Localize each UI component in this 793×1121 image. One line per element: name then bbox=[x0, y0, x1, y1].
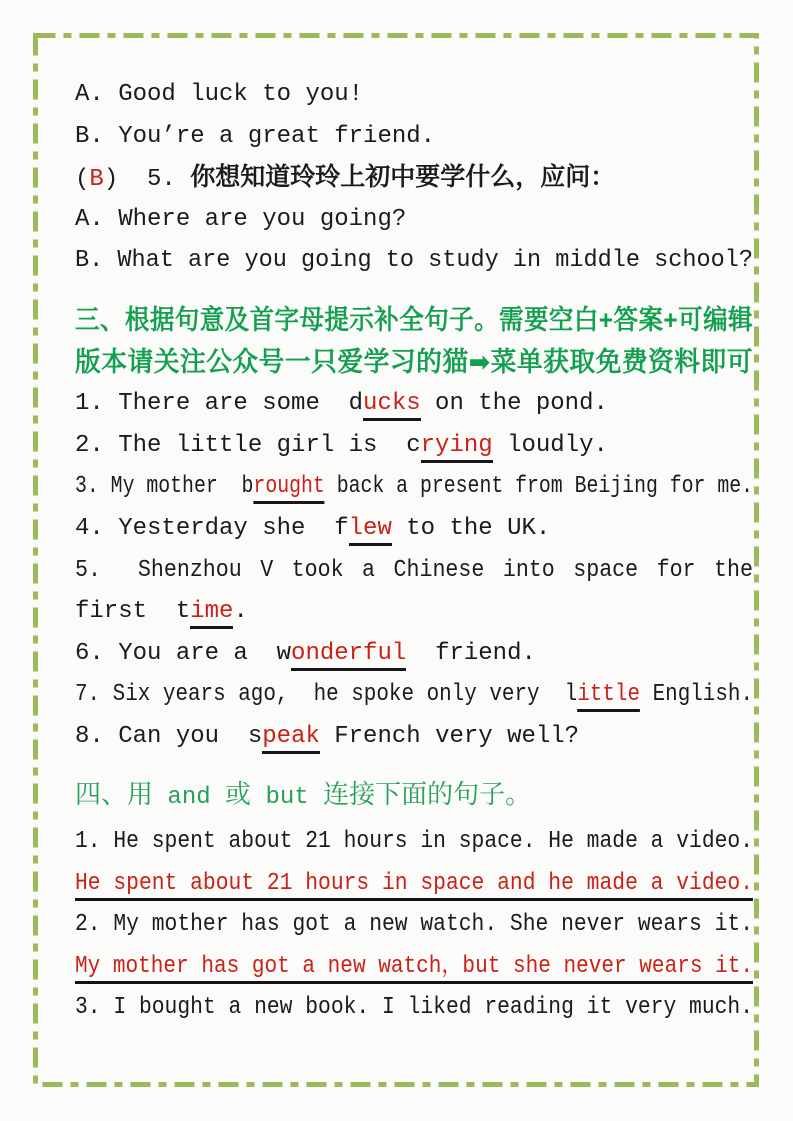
section3-heading-line2 bbox=[75, 342, 753, 384]
text-run: 你想知道玲玲上初中要学什么，应问： bbox=[190, 164, 616, 192]
join-item-2-answer bbox=[75, 946, 753, 988]
line-text bbox=[75, 987, 753, 1030]
line-text bbox=[75, 716, 579, 759]
line-text bbox=[75, 904, 753, 947]
line-text bbox=[75, 74, 363, 117]
choice-a-q5 bbox=[75, 199, 753, 241]
fill-answer-text: ittle bbox=[577, 681, 640, 712]
line-text bbox=[75, 116, 435, 159]
fill-answer-text: ucks bbox=[363, 390, 421, 421]
line-text bbox=[75, 508, 550, 551]
fill-answer-text: peak bbox=[262, 723, 320, 754]
fill-answer-text: rying bbox=[421, 432, 493, 463]
text-run: to the UK. bbox=[391, 514, 551, 542]
line-text bbox=[75, 550, 753, 593]
section4-heading bbox=[75, 774, 753, 816]
text-run: A. Where are you going? bbox=[75, 205, 407, 233]
text-run: . bbox=[233, 598, 248, 626]
line-text bbox=[75, 674, 753, 717]
text-run: 版本请关注公众号一只爱学习的猫➡菜单获取免费资料即可 bbox=[75, 346, 754, 377]
text-run: B. You’re a great friend. bbox=[75, 122, 436, 150]
text-run: first t bbox=[75, 598, 191, 626]
fill-answer-text: rought bbox=[253, 473, 324, 504]
line-text bbox=[75, 863, 753, 906]
fill-item-3 bbox=[75, 466, 753, 508]
line-text bbox=[75, 157, 615, 202]
text-run: 5. Shenzhou V took a Chinese into space for the bbox=[75, 556, 753, 584]
line-text bbox=[75, 821, 753, 864]
text-run: A. Good luck to you! bbox=[75, 81, 364, 108]
text-run: English. bbox=[640, 681, 754, 709]
text-run: 四、用 bbox=[75, 779, 154, 809]
text-run: My mother has got a new watch，but she never wears it. bbox=[75, 952, 754, 980]
fill-answer-text: ime bbox=[190, 598, 233, 629]
line-text bbox=[75, 591, 248, 634]
line-text bbox=[75, 946, 753, 989]
fill-item-5-line1 bbox=[75, 550, 753, 592]
text-run: 1. There are some d bbox=[75, 390, 364, 418]
choice-a-q4 bbox=[75, 74, 753, 116]
text-run: loudly. bbox=[492, 431, 608, 459]
fill-item-8 bbox=[75, 716, 753, 758]
line-text bbox=[75, 300, 753, 346]
text-run: 3. I bought a new book. I liked reading it very much. bbox=[75, 994, 753, 1022]
text-run: B. What are you going to study in middle school? bbox=[75, 247, 753, 275]
text-run: and bbox=[153, 783, 226, 811]
text-run: 3. My mother b bbox=[75, 473, 254, 501]
join-item-3-question bbox=[75, 987, 753, 1029]
text-run: 6. You are a w bbox=[75, 639, 292, 667]
choice-b-q5 bbox=[75, 240, 753, 282]
text-run: friend. bbox=[406, 639, 536, 667]
question-5 bbox=[75, 157, 753, 199]
line-text bbox=[75, 633, 536, 676]
line-text bbox=[75, 240, 753, 283]
fill-item-6 bbox=[75, 633, 753, 675]
fill-item-7 bbox=[75, 674, 753, 716]
text-run: back a present from Beijing for me. bbox=[324, 473, 754, 501]
text-run: ( bbox=[75, 166, 90, 194]
text-run: 2. My mother has got a new watch. She never wears it. bbox=[75, 911, 753, 939]
text-run: B bbox=[89, 166, 104, 194]
fill-answer-text: lew bbox=[349, 515, 392, 546]
line-text bbox=[75, 342, 753, 388]
choice-b-q4 bbox=[75, 116, 753, 158]
text-run: on the pond. bbox=[420, 390, 608, 418]
text-run: 7. Six years ago, he spoke only very l bbox=[75, 681, 578, 709]
fill-answer-text: onderful bbox=[291, 640, 406, 671]
fill-item-5-line2 bbox=[75, 591, 753, 633]
text-run: 或 bbox=[225, 779, 252, 809]
text-run: French very well? bbox=[319, 722, 580, 750]
join-item-1-answer bbox=[75, 863, 753, 905]
line-text bbox=[75, 425, 608, 468]
join-item-1-question bbox=[75, 821, 753, 863]
text-run: 2. The little girl is c bbox=[75, 431, 421, 459]
text-run: 1. He spent about 21 hours in space. He made a video. bbox=[75, 828, 753, 856]
text-run: but bbox=[251, 783, 324, 811]
line-text bbox=[75, 466, 753, 509]
text-run: 连接下面的句子。 bbox=[323, 779, 532, 809]
text-run: 三、根据句意及首字母提示补全句子。需要空白+答案+可编辑 bbox=[75, 304, 754, 335]
join-item-2-question bbox=[75, 904, 753, 946]
fill-item-1 bbox=[75, 383, 753, 425]
line-text bbox=[75, 199, 406, 242]
content-column bbox=[75, 74, 753, 1029]
line-text bbox=[75, 383, 608, 426]
fill-item-2 bbox=[75, 425, 753, 467]
text-run: ) 5. bbox=[103, 166, 191, 194]
text-run: 8. Can you s bbox=[75, 722, 263, 750]
section3-heading-line1 bbox=[75, 300, 753, 342]
line-text bbox=[75, 774, 531, 820]
text-run: He spent about 21 hours in space and he made a video. bbox=[75, 869, 753, 897]
fill-item-4 bbox=[75, 508, 753, 550]
text-run: 4. Yesterday she f bbox=[75, 514, 349, 542]
